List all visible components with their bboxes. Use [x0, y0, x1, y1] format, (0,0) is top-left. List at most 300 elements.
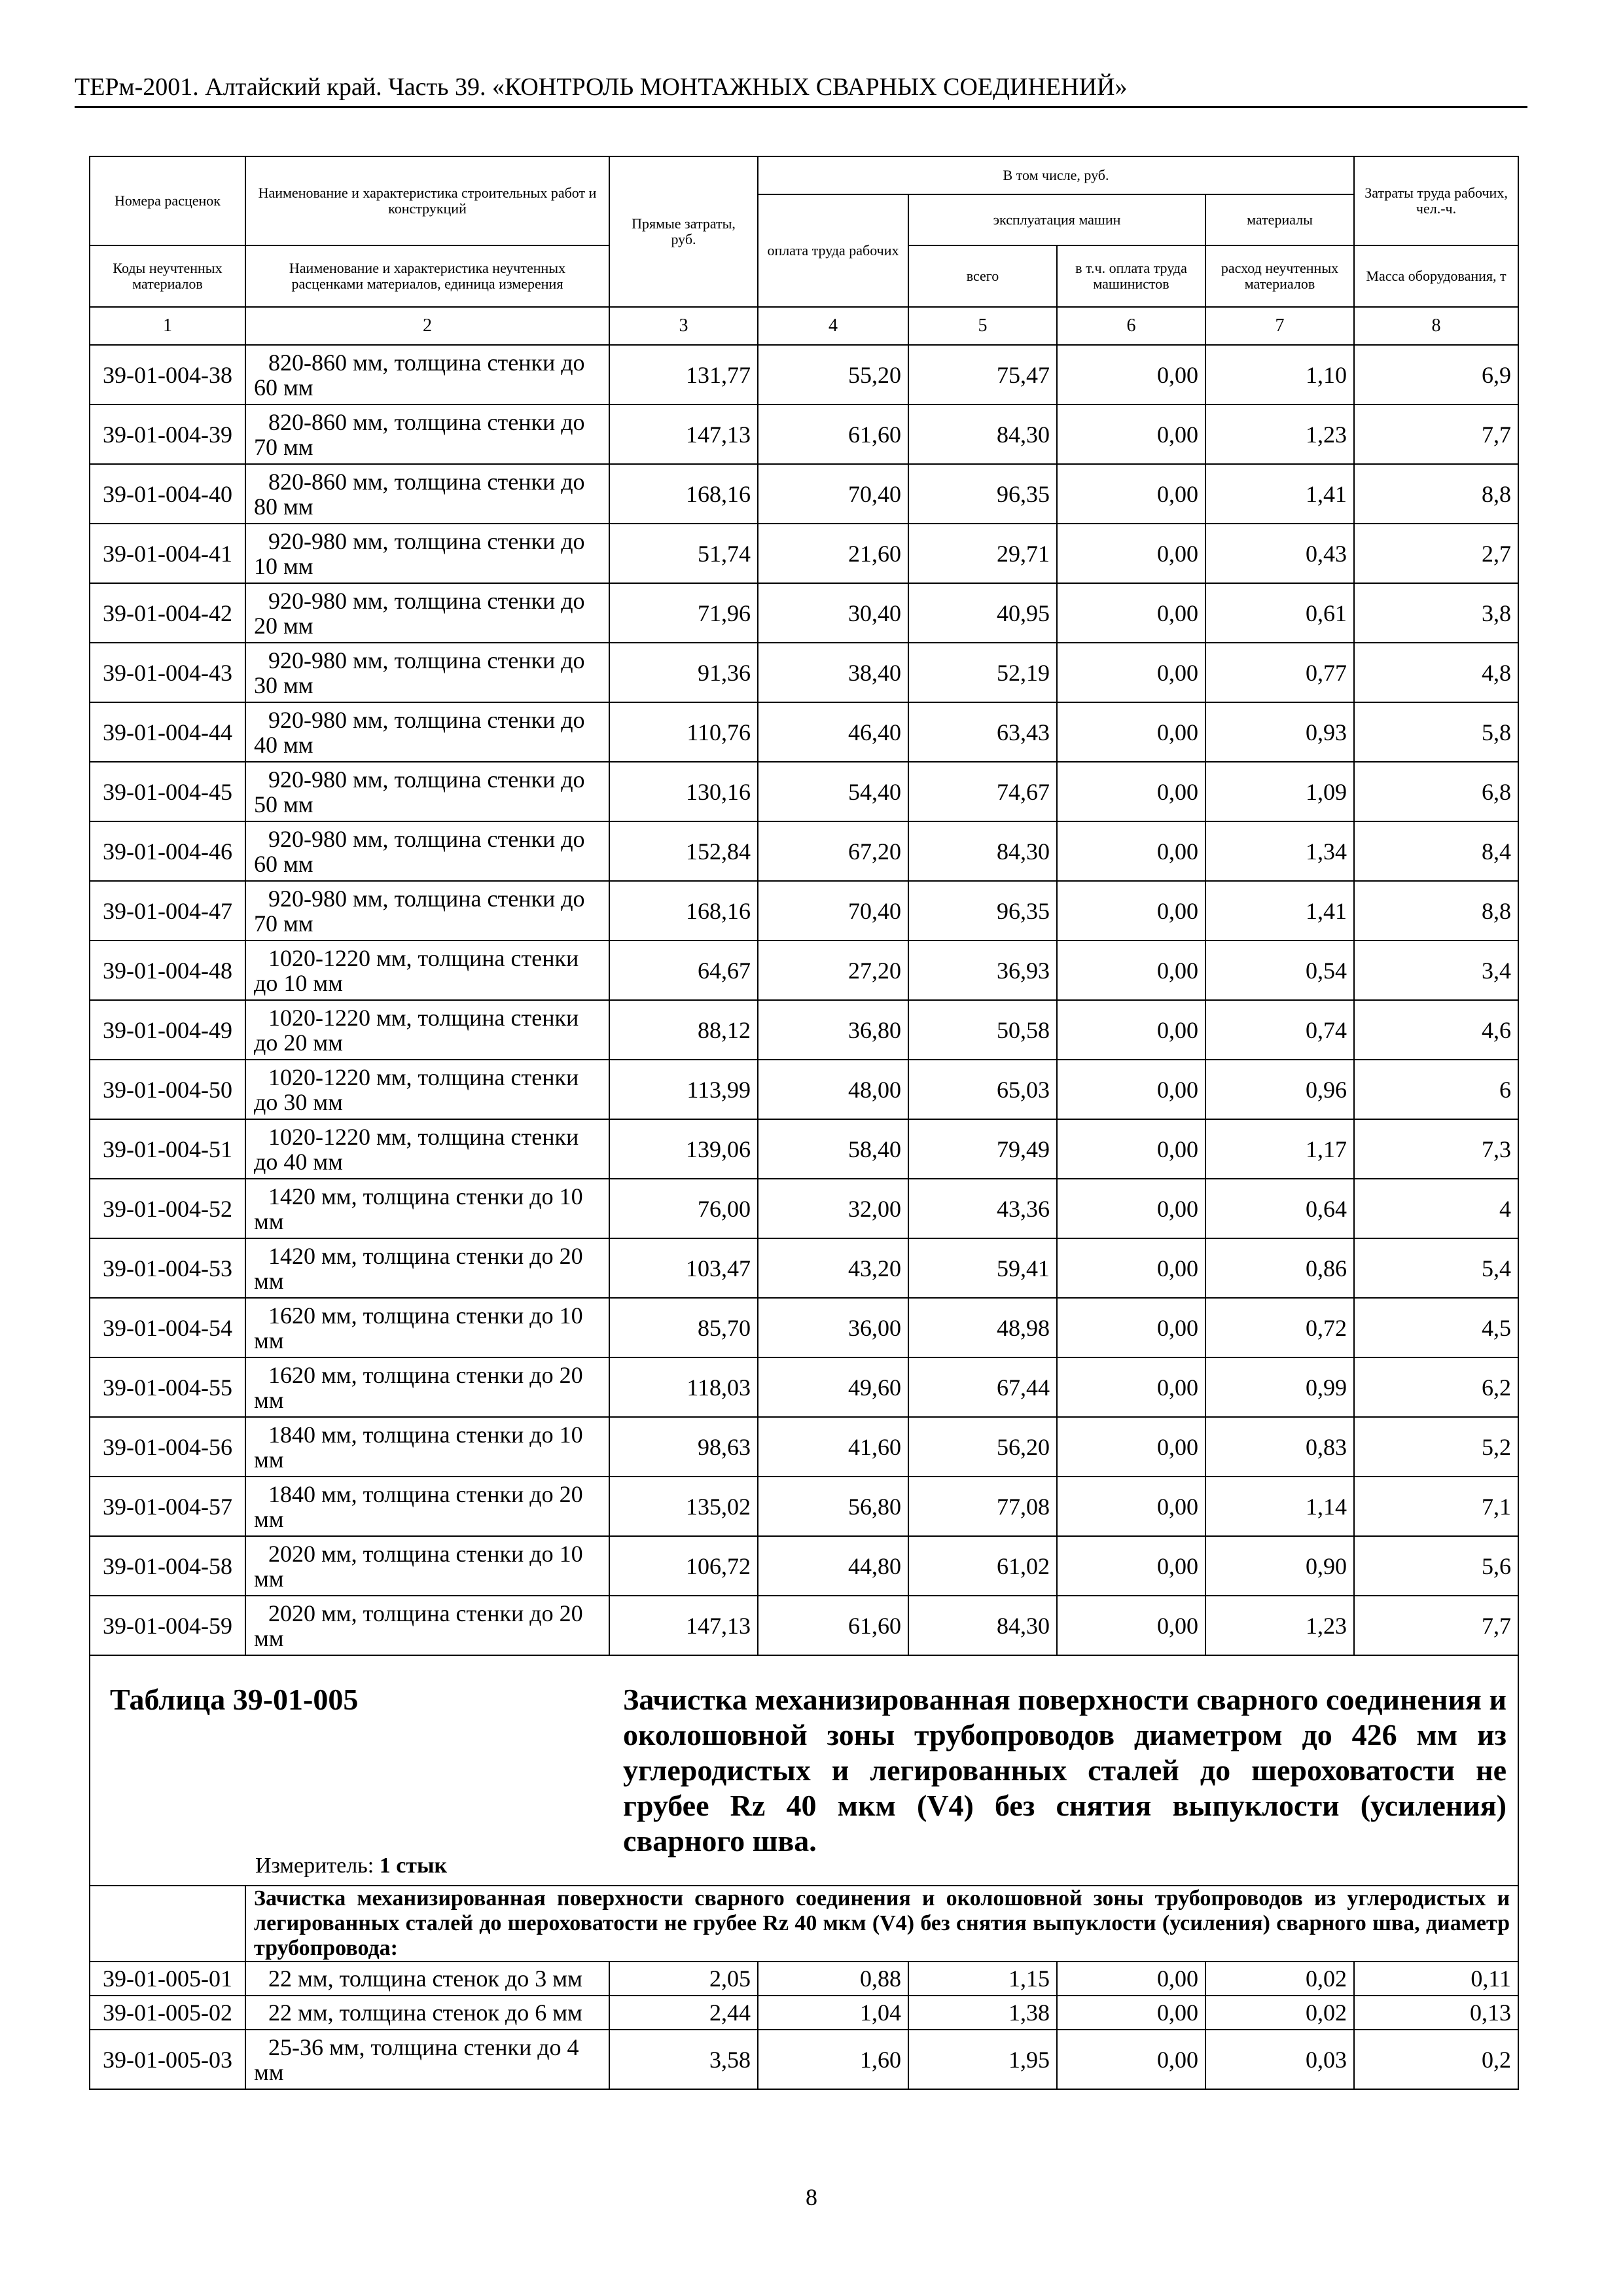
- work-name: [245, 1417, 609, 1477]
- rate-code: 39-01-004-40: [90, 464, 245, 524]
- rate-code: 39-01-004-59: [90, 1596, 245, 1655]
- table-row: [90, 1417, 1518, 1477]
- work-name: [245, 1962, 609, 1996]
- rate-code: 39-01-004-54: [90, 1298, 245, 1357]
- value-materials: 0,83: [1205, 1417, 1354, 1477]
- value-direct: 130,16: [609, 762, 758, 821]
- value-worker: 6,9: [1354, 345, 1518, 404]
- value-direct: 2,05: [609, 1962, 758, 1996]
- work-name-line: 1620 мм, толщина стенки до 10: [268, 1302, 583, 1329]
- table-row: [90, 1000, 1518, 1060]
- work-name: [245, 1477, 609, 1536]
- value-operators: 0,00: [1057, 941, 1205, 1000]
- column-number: 8: [1354, 307, 1518, 345]
- value-labor: 56,80: [758, 1477, 908, 1536]
- rate-code: 39-01-004-44: [90, 702, 245, 762]
- table-row: [90, 2030, 1518, 2089]
- work-name-line: 920-980 мм, толщина стенки до: [268, 825, 585, 852]
- value-worker: 7,7: [1354, 1596, 1518, 1655]
- value-worker: 2,7: [1354, 524, 1518, 583]
- value-labor: 70,40: [758, 881, 908, 941]
- table-row: [90, 524, 1518, 583]
- value-machines: 29,71: [908, 524, 1057, 583]
- value-labor: 1,60: [758, 2030, 908, 2089]
- value-labor: 38,40: [758, 643, 908, 702]
- value-worker: 5,6: [1354, 1536, 1518, 1596]
- value-materials: 0,86: [1205, 1238, 1354, 1298]
- work-name: [245, 345, 609, 404]
- col-machines-total-header: всего: [908, 245, 1057, 307]
- value-operators: 0,00: [1057, 1596, 1205, 1655]
- value-worker: 5,2: [1354, 1417, 1518, 1477]
- value-labor: 49,60: [758, 1357, 908, 1417]
- value-worker: 7,1: [1354, 1477, 1518, 1536]
- work-name-line: 60 мм: [254, 850, 313, 877]
- work-name: [245, 524, 609, 583]
- work-name-line: мм: [254, 1565, 284, 1592]
- rate-code: 39-01-004-55: [90, 1357, 245, 1417]
- value-machines: 52,19: [908, 643, 1057, 702]
- value-machines: 84,30: [908, 821, 1057, 881]
- work-name-line: 50 мм: [254, 791, 313, 817]
- measure-value: 1 стык: [379, 1854, 448, 1878]
- value-direct: 168,16: [609, 881, 758, 941]
- value-machines: 48,98: [908, 1298, 1057, 1357]
- rate-code: 39-01-004-43: [90, 643, 245, 702]
- value-direct: 103,47: [609, 1238, 758, 1298]
- work-name-line: 1020-1220 мм, толщина стенки: [268, 1004, 579, 1031]
- value-operators: 0,00: [1057, 1060, 1205, 1119]
- work-name-line: мм: [254, 1327, 284, 1354]
- value-direct: 71,96: [609, 583, 758, 643]
- machines-header: эксплуатация машин: [908, 194, 1205, 245]
- col-worker-cost-header: Затраты труда рабочих, чел.-ч.: [1354, 156, 1518, 245]
- table-row: [90, 345, 1518, 404]
- work-name-line: 820-860 мм, толщина стенки до: [268, 468, 585, 495]
- work-name: [245, 1298, 609, 1357]
- rates-table: [89, 156, 1519, 2090]
- work-name-line: мм: [254, 1446, 284, 1473]
- value-machines: 1,95: [908, 2030, 1057, 2089]
- value-labor: 36,00: [758, 1298, 908, 1357]
- value-operators: 0,00: [1057, 762, 1205, 821]
- section-caption: Зачистка механизированная поверхности сварного соединения и околошовной зоны трубопроводов диаметром до 426 мм из углеродистых и легированных сталей до шероховатости не грубее Rz 40 мкм (V4) без снятия выпуклости (усиления) сварного шва.: [623, 1683, 1507, 1857]
- col-work-name-header: Наименование и характеристика строительных работ и конструкций: [245, 156, 609, 245]
- column-numbers-row: [90, 307, 1518, 345]
- value-materials: 1,17: [1205, 1119, 1354, 1179]
- value-machines: 74,67: [908, 762, 1057, 821]
- value-materials: 1,23: [1205, 404, 1354, 464]
- section-header: [90, 1655, 1518, 1886]
- rate-code: 39-01-004-49: [90, 1000, 245, 1060]
- value-direct: 64,67: [609, 941, 758, 1000]
- col-materials-unaccounted-header: расход неучтенных материалов: [1205, 245, 1354, 307]
- group-row: [90, 1886, 1518, 1962]
- value-labor: 1,04: [758, 1996, 908, 2030]
- value-operators: 0,00: [1057, 1119, 1205, 1179]
- value-labor: 44,80: [758, 1536, 908, 1596]
- work-name: [245, 464, 609, 524]
- value-worker: 5,4: [1354, 1238, 1518, 1298]
- work-name-line: 70 мм: [254, 910, 313, 937]
- value-worker: 6,2: [1354, 1357, 1518, 1417]
- value-labor: 48,00: [758, 1060, 908, 1119]
- value-direct: 98,63: [609, 1417, 758, 1477]
- section-measure: [255, 1854, 447, 1878]
- value-operators: 0,00: [1057, 1996, 1205, 2030]
- value-operators: 0,00: [1057, 881, 1205, 941]
- value-labor: 46,40: [758, 702, 908, 762]
- work-name-line: мм: [254, 1624, 284, 1651]
- table-row: [90, 1060, 1518, 1119]
- rate-code: 39-01-004-47: [90, 881, 245, 941]
- value-worker: 8,8: [1354, 464, 1518, 524]
- value-labor: 55,20: [758, 345, 908, 404]
- value-materials: 0,54: [1205, 941, 1354, 1000]
- value-materials: 0,99: [1205, 1357, 1354, 1417]
- work-name-line: до 20 мм: [254, 1029, 343, 1056]
- work-name: [245, 1179, 609, 1238]
- work-name: [245, 1996, 609, 2030]
- rate-code: 39-01-004-38: [90, 345, 245, 404]
- value-direct: 76,00: [609, 1179, 758, 1238]
- table-row: [90, 464, 1518, 524]
- value-labor: 70,40: [758, 464, 908, 524]
- value-worker: 3,4: [1354, 941, 1518, 1000]
- work-name-line: 60 мм: [254, 374, 313, 401]
- value-materials: 0,74: [1205, 1000, 1354, 1060]
- value-operators: 0,00: [1057, 821, 1205, 881]
- col-material-name-header: Наименование и характеристика неучтенных расценками материалов, единица измерения: [245, 245, 609, 307]
- work-name-line: 2020 мм, толщина стенки до 20: [268, 1600, 583, 1626]
- value-materials: 0,96: [1205, 1060, 1354, 1119]
- value-materials: 1,34: [1205, 821, 1354, 881]
- value-operators: 0,00: [1057, 1000, 1205, 1060]
- work-name-line: мм: [254, 2058, 284, 2085]
- work-name-line: 920-980 мм, толщина стенки до: [268, 647, 585, 673]
- value-operators: 0,00: [1057, 1477, 1205, 1536]
- value-machines: 59,41: [908, 1238, 1057, 1298]
- value-operators: 0,00: [1057, 702, 1205, 762]
- value-machines: 75,47: [908, 345, 1057, 404]
- value-labor: 32,00: [758, 1179, 908, 1238]
- value-operators: 0,00: [1057, 1179, 1205, 1238]
- rate-code: 39-01-004-52: [90, 1179, 245, 1238]
- value-direct: 106,72: [609, 1536, 758, 1596]
- value-machines: 50,58: [908, 1000, 1057, 1060]
- work-name: [245, 1357, 609, 1417]
- value-materials: 1,23: [1205, 1596, 1354, 1655]
- rate-code: 39-01-004-51: [90, 1119, 245, 1179]
- value-worker: 8,8: [1354, 881, 1518, 941]
- work-name-line: 820-860 мм, толщина стенки до: [268, 349, 585, 376]
- work-name-line: до 40 мм: [254, 1148, 343, 1175]
- table-row: [90, 1119, 1518, 1179]
- work-name-line: 1020-1220 мм, толщина стенки: [268, 1123, 579, 1150]
- rate-code: 39-01-004-39: [90, 404, 245, 464]
- work-name-line: 30 мм: [254, 672, 313, 698]
- value-operators: 0,00: [1057, 345, 1205, 404]
- value-materials: 0,43: [1205, 524, 1354, 583]
- value-direct: 91,36: [609, 643, 758, 702]
- value-machines: 96,35: [908, 464, 1057, 524]
- work-name-line: 22 мм, толщина стенок до 6 мм: [268, 2000, 582, 2026]
- work-name-line: мм: [254, 1386, 284, 1413]
- group-description: Зачистка механизированная поверхности сварного соединения и околошовной зоны трубопроводов из углеродистых и легированных сталей до шероховатости не грубее Rz 40 мкм (V4) без снятия выпуклости (усиления) сварного шва, диаметр трубопровода:: [245, 1886, 1518, 1962]
- table-row: [90, 941, 1518, 1000]
- value-materials: 1,14: [1205, 1477, 1354, 1536]
- section-title: Таблица 39-01-005: [110, 1683, 359, 1716]
- value-labor: 41,60: [758, 1417, 908, 1477]
- value-worker: 6,8: [1354, 762, 1518, 821]
- value-operators: 0,00: [1057, 1238, 1205, 1298]
- value-direct: 139,06: [609, 1119, 758, 1179]
- value-machines: 36,93: [908, 941, 1057, 1000]
- value-direct: 152,84: [609, 821, 758, 881]
- work-name-line: 80 мм: [254, 493, 313, 520]
- work-name-line: 920-980 мм, толщина стенки до: [268, 587, 585, 614]
- value-operators: 0,00: [1057, 583, 1205, 643]
- work-name-line: 1840 мм, толщина стенки до 20: [268, 1480, 583, 1507]
- value-labor: 36,80: [758, 1000, 908, 1060]
- work-name-line: 1420 мм, толщина стенки до 10: [268, 1183, 583, 1210]
- work-name-line: 70 мм: [254, 433, 313, 460]
- value-machines: 40,95: [908, 583, 1057, 643]
- work-name-line: мм: [254, 1505, 284, 1532]
- value-operators: 0,00: [1057, 404, 1205, 464]
- rate-code: 39-01-004-41: [90, 524, 245, 583]
- rate-code: 39-01-004-48: [90, 941, 245, 1000]
- value-worker: 8,4: [1354, 821, 1518, 881]
- value-labor: 27,20: [758, 941, 908, 1000]
- value-machines: 84,30: [908, 404, 1057, 464]
- value-operators: 0,00: [1057, 464, 1205, 524]
- value-operators: 0,00: [1057, 1536, 1205, 1596]
- value-labor: 67,20: [758, 821, 908, 881]
- value-materials: 0,72: [1205, 1298, 1354, 1357]
- table-row: [90, 1298, 1518, 1357]
- column-number: 1: [90, 307, 245, 345]
- rate-code: 39-01-004-46: [90, 821, 245, 881]
- col-material-code-header: Коды неучтенных материалов: [90, 245, 245, 307]
- table-row: [90, 1179, 1518, 1238]
- work-name: [245, 941, 609, 1000]
- value-direct: 110,76: [609, 702, 758, 762]
- work-name: [245, 643, 609, 702]
- rate-code: 39-01-004-56: [90, 1417, 245, 1477]
- work-name: [245, 821, 609, 881]
- column-number: 5: [908, 307, 1057, 345]
- work-name: [245, 1119, 609, 1179]
- rate-code: 39-01-005-02: [90, 1996, 245, 2030]
- work-name-line: 1020-1220 мм, толщина стенки: [268, 944, 579, 971]
- value-machines: 63,43: [908, 702, 1057, 762]
- value-direct: 2,44: [609, 1996, 758, 2030]
- value-operators: 0,00: [1057, 524, 1205, 583]
- value-direct: 118,03: [609, 1357, 758, 1417]
- table-row: [90, 762, 1518, 821]
- rate-code: 39-01-004-50: [90, 1060, 245, 1119]
- work-name: [245, 1596, 609, 1655]
- table-row: [90, 583, 1518, 643]
- value-operators: 0,00: [1057, 1417, 1205, 1477]
- value-machines: 84,30: [908, 1596, 1057, 1655]
- work-name-line: 820-860 мм, толщина стенки до: [268, 408, 585, 435]
- value-machines: 77,08: [908, 1477, 1057, 1536]
- work-name: [245, 2030, 609, 2089]
- column-number: 2: [245, 307, 609, 345]
- value-machines: 96,35: [908, 881, 1057, 941]
- col-operators-header: в т.ч. оплата труда машинистов: [1057, 245, 1205, 307]
- col-direct-cost-header: Прямые затраты, руб.: [609, 156, 758, 307]
- column-number: 4: [758, 307, 908, 345]
- value-worker: 5,8: [1354, 702, 1518, 762]
- value-operators: 0,00: [1057, 643, 1205, 702]
- value-direct: 113,99: [609, 1060, 758, 1119]
- value-worker: 7,7: [1354, 404, 1518, 464]
- table-row: [90, 881, 1518, 941]
- table-row: [90, 643, 1518, 702]
- table-row: [90, 1477, 1518, 1536]
- work-name-line: мм: [254, 1208, 284, 1234]
- work-name: [245, 583, 609, 643]
- work-name-line: до 30 мм: [254, 1088, 343, 1115]
- value-materials: 0,77: [1205, 643, 1354, 702]
- value-operators: 0,00: [1057, 1962, 1205, 1996]
- value-labor: 61,60: [758, 1596, 908, 1655]
- value-materials: 0,03: [1205, 2030, 1354, 2089]
- value-machines: 65,03: [908, 1060, 1057, 1119]
- work-name: [245, 1536, 609, 1596]
- work-name-line: 1620 мм, толщина стенки до 20: [268, 1361, 583, 1388]
- rate-code: 39-01-004-58: [90, 1536, 245, 1596]
- work-name-line: до 10 мм: [254, 969, 343, 996]
- work-name-line: 25-36 мм, толщина стенки до 4: [268, 2034, 579, 2060]
- work-name: [245, 1060, 609, 1119]
- value-operators: 0,00: [1057, 2030, 1205, 2089]
- work-name-line: 10 мм: [254, 552, 313, 579]
- work-name-line: 1840 мм, толщина стенки до 10: [268, 1421, 583, 1448]
- group-empty-cell: [90, 1886, 245, 1962]
- value-labor: 0,88: [758, 1962, 908, 1996]
- value-worker: 0,2: [1354, 2030, 1518, 2089]
- work-name: [245, 1238, 609, 1298]
- work-name-line: 1420 мм, толщина стенки до 20: [268, 1242, 583, 1269]
- work-name-line: 920-980 мм, толщина стенки до: [268, 766, 585, 793]
- work-name: [245, 881, 609, 941]
- value-direct: 51,74: [609, 524, 758, 583]
- rate-code: 39-01-005-03: [90, 2030, 245, 2089]
- col-equipment-mass-header: Масса оборудования, т: [1354, 245, 1518, 307]
- value-materials: 1,10: [1205, 345, 1354, 404]
- work-name-line: 40 мм: [254, 731, 313, 758]
- table-row: [90, 1357, 1518, 1417]
- value-operators: 0,00: [1057, 1357, 1205, 1417]
- work-name-line: 1020-1220 мм, толщина стенки: [268, 1064, 579, 1090]
- value-direct: 131,77: [609, 345, 758, 404]
- table-row: [90, 1996, 1518, 2030]
- value-materials: 1,41: [1205, 881, 1354, 941]
- value-worker: 0,13: [1354, 1996, 1518, 2030]
- value-machines: 79,49: [908, 1119, 1057, 1179]
- value-materials: 0,61: [1205, 583, 1354, 643]
- work-name-line: 920-980 мм, толщина стенки до: [268, 528, 585, 554]
- value-worker: 4,8: [1354, 643, 1518, 702]
- value-labor: 21,60: [758, 524, 908, 583]
- value-direct: 85,70: [609, 1298, 758, 1357]
- page-header: ТЕРм-2001. Алтайский край. Часть 39. «КОНТРОЛЬ МОНТАЖНЫХ СВАРНЫХ СОЕДИНЕНИЙ»: [75, 71, 1527, 108]
- value-machines: 56,20: [908, 1417, 1057, 1477]
- including-header: В том числе, руб.: [758, 156, 1354, 194]
- value-machines: 61,02: [908, 1536, 1057, 1596]
- table-row: [90, 1962, 1518, 1996]
- table-row: [90, 404, 1518, 464]
- value-labor: 30,40: [758, 583, 908, 643]
- page-number: 8: [806, 2184, 817, 2210]
- value-worker: 0,11: [1354, 1962, 1518, 1996]
- value-materials: 0,90: [1205, 1536, 1354, 1596]
- value-worker: 6: [1354, 1060, 1518, 1119]
- table-row: [90, 821, 1518, 881]
- measure-label: Измеритель:: [255, 1854, 374, 1878]
- work-name: [245, 1000, 609, 1060]
- col-labor-header: оплата труда рабочих: [758, 194, 908, 307]
- value-direct: 88,12: [609, 1000, 758, 1060]
- value-materials: 0,02: [1205, 1996, 1354, 2030]
- value-machines: 67,44: [908, 1357, 1057, 1417]
- value-machines: 1,38: [908, 1996, 1057, 2030]
- value-materials: 0,02: [1205, 1962, 1354, 1996]
- work-name: [245, 404, 609, 464]
- rate-code: 39-01-004-45: [90, 762, 245, 821]
- value-labor: 54,40: [758, 762, 908, 821]
- value-labor: 43,20: [758, 1238, 908, 1298]
- value-worker: 7,3: [1354, 1119, 1518, 1179]
- work-name-line: 920-980 мм, толщина стенки до: [268, 885, 585, 912]
- section-header-row: [90, 1655, 1518, 1886]
- value-direct: 147,13: [609, 1596, 758, 1655]
- work-name: [245, 762, 609, 821]
- value-operators: 0,00: [1057, 1298, 1205, 1357]
- value-labor: 61,60: [758, 404, 908, 464]
- value-direct: 3,58: [609, 2030, 758, 2089]
- work-name-line: 920-980 мм, толщина стенки до: [268, 706, 585, 733]
- work-name-line: мм: [254, 1267, 284, 1294]
- rate-code: 39-01-005-01: [90, 1962, 245, 1996]
- table-row: [90, 1536, 1518, 1596]
- work-name-line: 20 мм: [254, 612, 313, 639]
- value-machines: 43,36: [908, 1179, 1057, 1238]
- work-name-line: 22 мм, толщина стенок до 3 мм: [268, 1965, 582, 1992]
- rate-code: 39-01-004-57: [90, 1477, 245, 1536]
- table-row: [90, 702, 1518, 762]
- value-machines: 1,15: [908, 1962, 1057, 1996]
- column-number: 7: [1205, 307, 1354, 345]
- value-materials: 1,41: [1205, 464, 1354, 524]
- value-worker: 4: [1354, 1179, 1518, 1238]
- col-rate-number-header: Номера расценок: [90, 156, 245, 245]
- table-row: [90, 1238, 1518, 1298]
- materials-header: материалы: [1205, 194, 1354, 245]
- value-materials: 0,64: [1205, 1179, 1354, 1238]
- value-worker: 3,8: [1354, 583, 1518, 643]
- value-worker: 4,6: [1354, 1000, 1518, 1060]
- value-direct: 168,16: [609, 464, 758, 524]
- value-materials: 0,93: [1205, 702, 1354, 762]
- value-direct: 147,13: [609, 404, 758, 464]
- value-labor: 58,40: [758, 1119, 908, 1179]
- work-name: [245, 702, 609, 762]
